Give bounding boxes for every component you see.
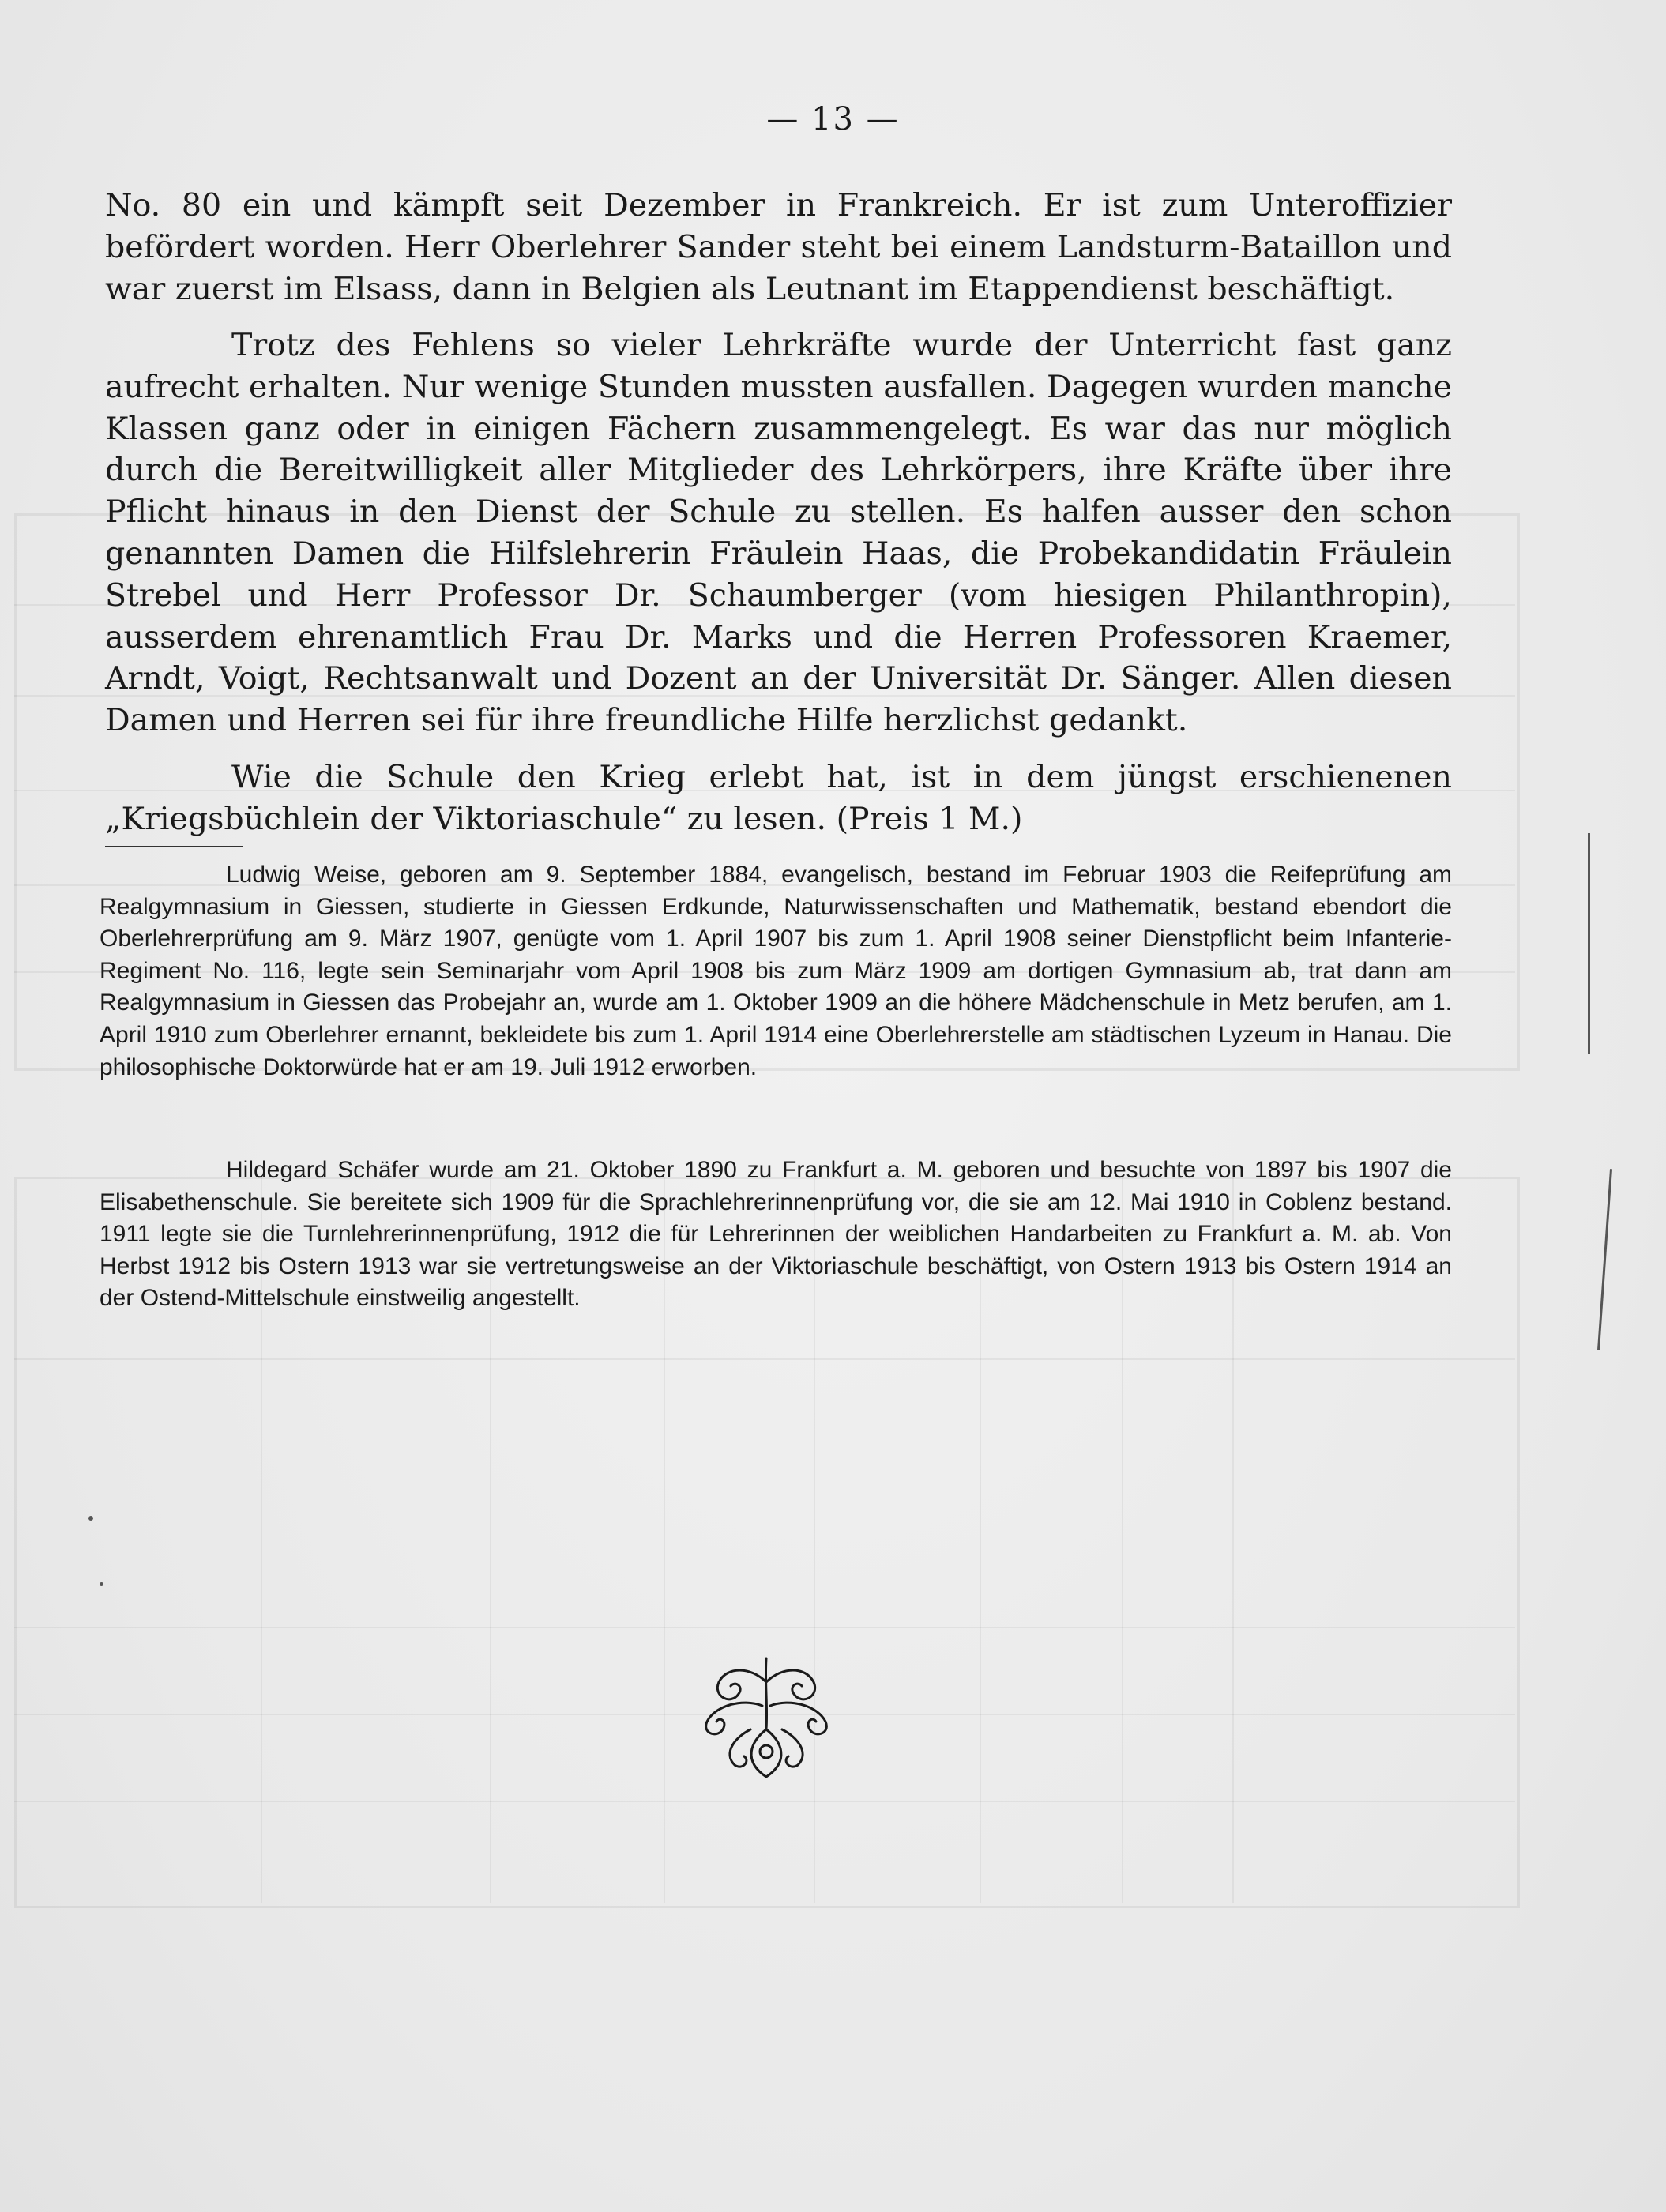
body-paragraph [105, 185, 1452, 310]
footnote-text: Ludwig Weise, geboren am 9. September 1884, evangelisch, bestand im Februar 1903 die Reifeprüfung am Realgymnasium in Giessen, studierte in Giessen Erdkunde, Naturwissenschaften und Mathematik, bestand ebendort die Oberlehrerprüfung am 9. März 1907, genügte vom 1. April 1907 bis zum 1. April 1908 seiner Dienstpflicht beim Infanterie-Regiment No. 116, legte sein Seminarjahr vom April 1908 bis zum März 1909 am dortigen Gymnasium ab, trat dann am Realgymnasium in Giessen das Probejahr an, wurde am 1. Oktober 1909 an die höhere Mädchenschule in Metz berufen, am 1. April 1910 zum Oberlehrer ernannt, bekleidete bis zum 1. April 1914 eine Oberlehrerstelle am städtischen Lyzeum in Hanau. Die philosophische Doktorwürde hat er am 19. Juli 1912 erworben. [100, 862, 1452, 1080]
margin-dot [88, 1516, 93, 1521]
bleed-through-rule [14, 1358, 1515, 1360]
footnote-separator [105, 846, 243, 847]
body-paragraph [105, 757, 1452, 840]
paragraph-text: Wie die Schule den Krieg erlebt hat, ist in dem jüngst erschienenen „Kriegsbüchlein der Viktoriaschule“ zu lesen. (Preis 1 M.) [105, 759, 1452, 837]
paragraph-text: Trotz des Fehlens so vieler Lehrkräfte wurde der Unterricht fast ganz aufrecht erhalten. Nur wenige Stunden mussten ausfallen. Dagegen wurden manche Klassen ganz oder in einigen Fächern zusammengelegt. Es war das nur möglich durch die Bereitwilligkeit aller Mitglieder des Lehrkörpers, ihre Kräfte über ihre Pflicht hinaus in den Dienst der Schule zu stellen. Es halfen ausser den schon genannten Damen die Hilfslehrerin Fräulein Haas, die Probekandidatin Fräulein Strebel und Herr Professor Dr. Schaumberger (vom hiesigen Philanthropin), ausserdem ehrenamtlich Frau Dr. Marks und die Herren Professoren Kraemer, Arndt, Voigt, Rechtsanwalt und Dozent an der Universität Dr. Sänger. Allen diesen Damen und Herren sei für ihre freundliche Hilfe herzlichst gedankt. [105, 327, 1452, 739]
footnote-biography [100, 1155, 1452, 1315]
margin-pencil-mark [1597, 1169, 1612, 1350]
body-paragraph [105, 325, 1452, 742]
bleed-through-rule [14, 1627, 1515, 1628]
bleed-through-rule [14, 1801, 1515, 1802]
paragraph-text: No. 80 ein und kämpft seit Dezember in Frankreich. Er ist zum Unteroffizier befördert worden. Herr Oberlehrer Sander steht bei einem Landsturm-Bataillon und war zuerst im Elsass, dann in Belgien als Leutnant im Etappendienst beschäftigt. [105, 187, 1452, 307]
footnote-biography [100, 859, 1452, 1083]
page-number: — 13 — [766, 101, 900, 137]
footnote-text: Hildegard Schäfer wurde am 21. Oktober 1890 zu Frankfurt a. M. geboren und besuchte von 1897 bis 1907 die Elisabethenschule. Sie bereitete sich 1909 für die Sprachlehrerinnenprüfung vor, die sie am 12. Mai 1910 in Coblenz bestand. 1911 legte sie die Turnlehrerinnenprüfung, 1912 die für Lehrerinnen der weiblichen Handarbeiten zu Frankfurt a. M. ab. Von Herbst 1912 bis Ostern 1913 war sie vertretungsweise an der Viktoriaschule beschäftigt, von Ostern 1913 bis Ostern 1914 an der Ostend-Mittelschule einstweilig angestellt. [100, 1157, 1452, 1312]
margin-dot [100, 1582, 103, 1586]
margin-pencil-mark [1588, 833, 1590, 1054]
floral-vignette-icon [695, 1651, 837, 1785]
